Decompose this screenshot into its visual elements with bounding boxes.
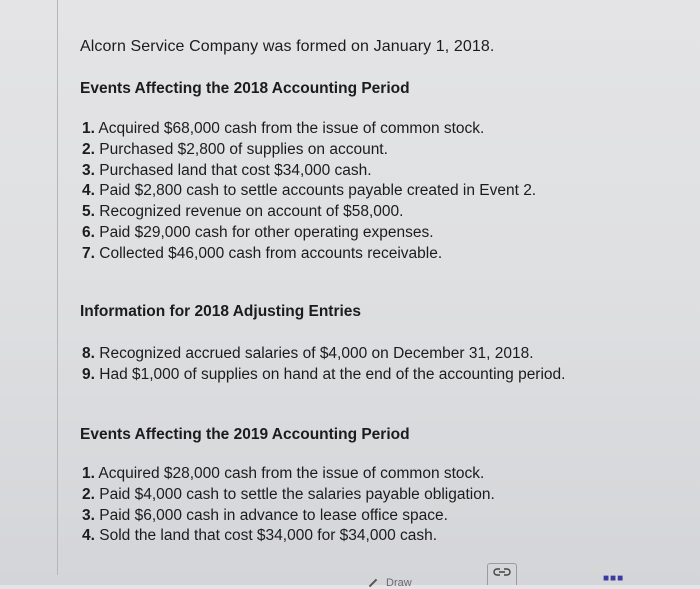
document-left-border xyxy=(57,0,58,575)
draw-button-label: Draw xyxy=(386,577,412,589)
adjusting-list-2018 xyxy=(80,344,565,386)
list-item: 2. Paid $4,000 cash to settle the salaries payable obligation. xyxy=(82,485,495,503)
list-item: 2. Purchased $2,800 of supplies on account. xyxy=(82,140,388,158)
list-item: 4. Paid $2,800 cash to settle accounts payable created in Event 2. xyxy=(82,182,537,200)
event-list-2018 xyxy=(80,119,536,265)
list-item: 6. Paid $29,000 cash for other operating expenses. xyxy=(82,223,434,241)
list-item: 3. Purchased land that cost $34,000 cash. xyxy=(82,161,372,179)
list-item: 4. Sold the land that cost $34,000 for $34,000 cash. xyxy=(82,527,438,545)
intro-text: Alcorn Service Company was formed on January 1, 2018. xyxy=(80,38,495,55)
link-icon[interactable] xyxy=(487,563,517,585)
list-item: 5. Recognized revenue on account of $58,000. xyxy=(82,203,404,221)
section-heading-2018-events: Events Affecting the 2018 Accounting Period xyxy=(80,80,410,97)
list-item: 9. Had $1,000 of supplies on hand at the end of the accounting period. xyxy=(82,365,566,383)
list-item: 3. Paid $6,000 cash in advance to lease office space. xyxy=(82,506,448,524)
list-item: 1. Acquired $68,000 cash from the issue of common stock. xyxy=(82,120,485,137)
more-icon[interactable]: ■■■ xyxy=(603,573,625,584)
section-heading-2019-events: Events Affecting the 2019 Accounting Period xyxy=(80,426,410,443)
pencil-icon xyxy=(369,579,377,587)
draw-button[interactable] xyxy=(368,577,412,589)
section-heading-2018-adjusting: Information for 2018 Adjusting Entries xyxy=(80,303,362,320)
list-item: 8. Recognized accrued salaries of $4,000 on December 31, 2018. xyxy=(82,345,534,362)
list-item: 7. Collected $46,000 cash from accounts receivable. xyxy=(82,244,443,262)
event-list-2019 xyxy=(80,464,495,547)
list-item: 1. Acquired $28,000 cash from the issue of common stock. xyxy=(82,465,485,482)
